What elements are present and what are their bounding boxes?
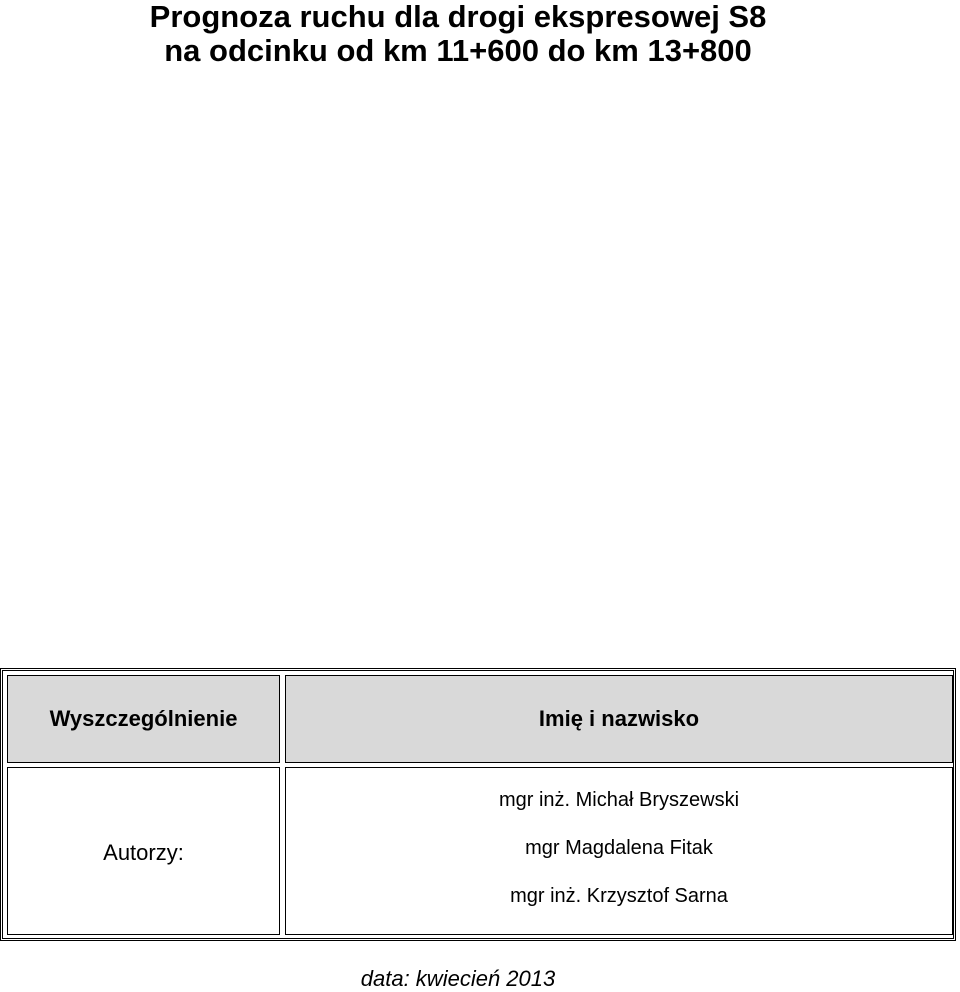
- document-title: [0, 0, 916, 68]
- authors-label: Autorzy:: [103, 840, 184, 865]
- author-name: mgr inż. Krzysztof Sarna: [510, 885, 728, 907]
- authors-table: [0, 668, 956, 941]
- author-name: mgr inż. Michał Bryszewski: [498, 789, 740, 811]
- header-name: Imię i nazwisko: [538, 706, 700, 731]
- document-date: data: kwiecień 2013: [360, 966, 556, 991]
- title-line-2: na odcinku od km 11+600 do km 13+800: [164, 33, 752, 68]
- title-line-1: Prognoza ruchu dla drogi ekspresowej S8: [149, 0, 767, 34]
- table-cell: [7, 767, 280, 935]
- header-specification: Wyszczególnienie: [49, 706, 238, 731]
- author-name: mgr Magdalena Fitak: [525, 837, 713, 859]
- table-header-cell: [285, 675, 953, 763]
- table-header-cell: [7, 675, 280, 763]
- table-cell: [285, 767, 953, 935]
